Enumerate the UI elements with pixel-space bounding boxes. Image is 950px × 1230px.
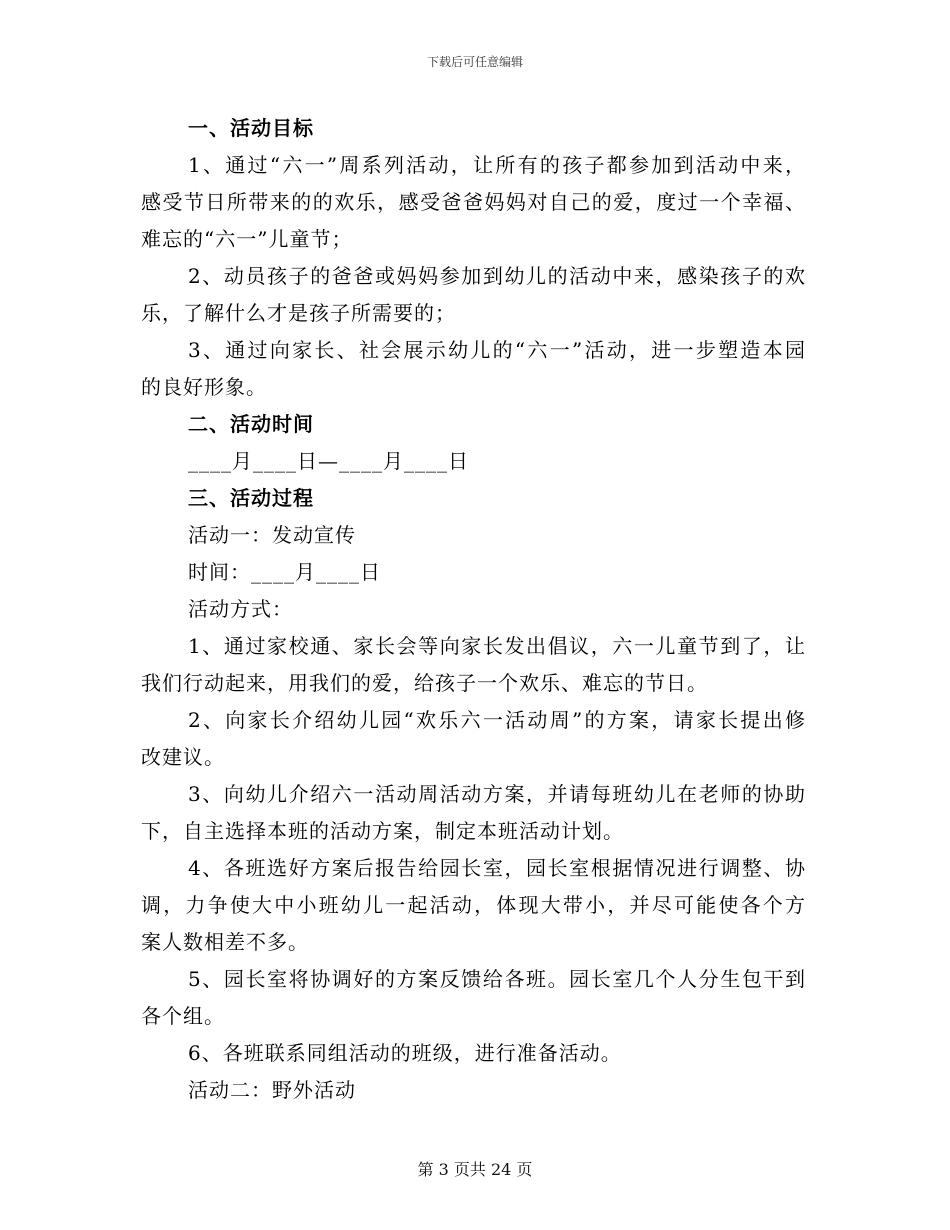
paragraph-line: 案人数相差不多。 [141,930,309,954]
paragraph-line: 3、向幼儿介绍六一活动周活动方案，并请每班幼儿在老师的协助 [188,782,806,806]
paragraph-line: 改建议。 [141,745,225,769]
paragraph-line: 我们行动起来，用我们的爱，给孩子一个欢乐、难忘的节日。 [141,671,708,695]
paragraph-line: 时间：____月____日 [188,560,381,584]
paragraph-line: 5、园长室将协调好的方案反馈给各班。园长室几个人分生包干到 [188,967,806,991]
paragraph-line: 活动方式： [188,597,293,621]
paragraph-line: 2、向家长介绍幼儿园“欢乐六一活动周”的方案，请家长提出修 [188,708,806,732]
paragraph-line: 下，自主选择本班的活动方案，制定本班活动计划。 [141,819,624,843]
paragraph-line: 乐，了解什么才是孩子所需要的； [141,301,456,325]
paragraph-line: 活动一：发动宣传 [188,523,356,547]
paragraph-line: 2、动员孩子的爸爸或妈妈参加到幼儿的活动中来，感染孩子的欢 [188,264,806,288]
paragraph-line: 难忘的“六一”儿童节； [141,227,353,251]
page-header: 下载后可任意编辑 [426,55,523,69]
paragraph-line: 1、通过“六一”周系列活动，让所有的孩子都参加到活动中来， [188,153,806,177]
paragraph-line: 3、通过向家长、社会展示幼儿的“六一”活动，进一步塑造本园 [188,338,806,362]
paragraph-line: 活动二：野外活动 [188,1078,356,1102]
section-heading: 一、活动目标 [188,116,314,140]
paragraph-line: 6、各班联系同组活动的班级，进行准备活动。 [188,1041,622,1065]
paragraph-line: ____月____日—____月____日 [188,449,469,473]
paragraph-line: 调，力争使大中小班幼儿一起活动，体现大带小，并尽可能使各个方 [141,893,806,917]
document-body [141,110,806,1109]
paragraph-line: 4、各班选好方案后报告给园长室，园长室根据情况进行调整、协 [188,856,806,880]
section-heading: 三、活动过程 [188,486,314,510]
paragraph-line: 1、通过家校通、家长会等向家长发出倡议，六一儿童节到了，让 [188,634,806,658]
paragraph-line: 感受节日所带来的的欢乐，感受爸爸妈妈对自己的爱，度过一个幸福、 [141,190,806,214]
paragraph-line: 的良好形象。 [141,375,267,399]
paragraph-line: 各个组。 [141,1004,225,1028]
page-footer: 第 3 页共 24 页 [417,1160,533,1179]
section-heading: 二、活动时间 [188,412,314,436]
